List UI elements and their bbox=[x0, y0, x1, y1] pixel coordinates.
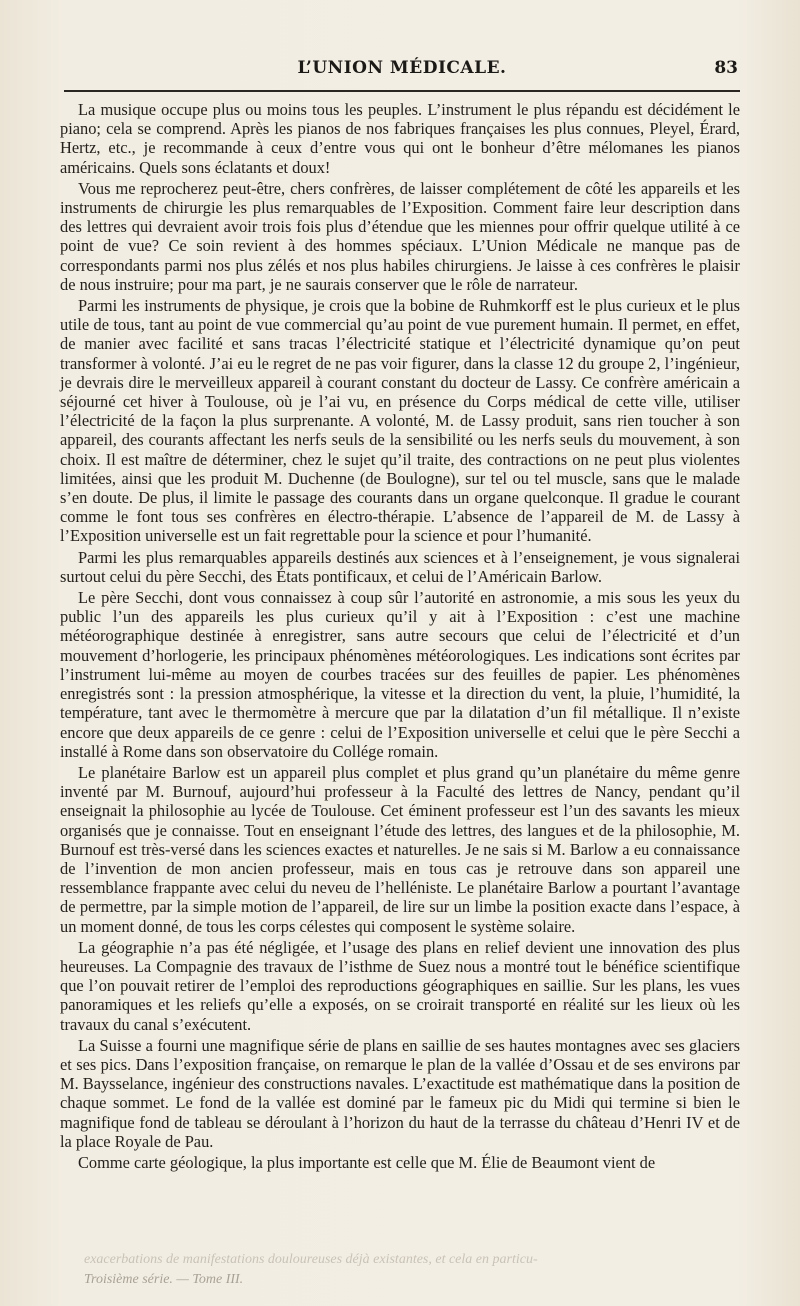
header-rule bbox=[64, 90, 740, 92]
paragraph-switzerland: La Suisse a fourni une magnifique série de plans en saillie de ses hautes montagnes avec ses glaciers et ses pics. Dans l’exposition française, on remarque le plan de la vallée d’Ossau et de ses environs par M. Baysselance, ingénieur des constructions navales. L’exactitude est mathématique dans la position de chaque sommet. Le fond de la vallée est dominé par le fameux pic du Midi qui termine si bien le magnifique fond de tableau se déroulant à l’horizon du haut de la terrasse du château d’Henri IV et de la place Royale de Pau. bbox=[60, 1035, 740, 1151]
running-title: L’UNION MÉDICALE. bbox=[297, 58, 507, 78]
paragraph-secchi: Le père Secchi, dont vous connaissez à coup sûr l’autorité en astronomie, a mis sous les yeux du public l’un des appareils les plus curieux qu’il y ait à l’Exposition : c’est une machine météorographique destinée à enregistrer, sans autre secours que celui de l’électricité et d’un mouvement d’horlogerie, les principaux phénomènes météorologiques. Les indications sont écrites par l’instrument lui-même au moyen de courbes tracées sur des feuilles de papier. Les phénomènes enregistrés sont : la pression atmosphérique, la vitesse et la direction du vent, la pluie, l’humidité, la température, tant avec le thermomètre à mercure que par la dilatation d’un fil métallique. Il n’existe encore que deux appareils de ce genre : celui de l’Exposition universelle et celui que le père Secchi a installé à Rome dans son observatoire du Collége romain. bbox=[60, 588, 740, 761]
paragraph-music: La musique occupe plus ou moins tous les peuples. L’instrument le plus répandu est décidément le piano; cela se comprend. Après les pianos de nos fabriques françaises les plus connues, Pleyel, Érard, Hertz, etc., je recommande à ceux d’entre vous qui ont le bonheur d’être mélomanes les pianos américains. Quels sons éclatants et doux! bbox=[60, 100, 740, 177]
paragraph-surgery-instruments: Vous me reprocherez peut-être, chers confrères, de laisser complétement de côté les appareils et les instruments de chirurgie les plus remarquables de l’Exposition. Comment faire leur description dans des lettres qui devraient avoir trois fois plus d’étendue que les miennes pour offrir quelque utilité à ce point de vue? Ce soin revient à des hommes spéciaux. L’Union Médicale ne manque pas de correspondants parmi nos plus zélés et nos plus habiles chirurgiens. Je laisse à ces confrères le plaisir de nous instruire; pour ma part, je ne saurais conserver que le rôle de narrateur. bbox=[60, 178, 740, 294]
paragraph-physics-instruments: Parmi les instruments de physique, je crois que la bobine de Ruhmkorff est le plus curieux et le plus utile de tous, tant au point de vue commercial qu’au point de vue purement humain. Il permet, en effet, de manier avec facilité et sans tracas l’électricité statique et l’électricité dynamique qu’on peut transformer à volonté. J’ai eu le regret de ne pas voir figurer, dans la classe 12 du groupe 2, l’ingénieur, je devrais dire le merveilleux appareil à courant constant du docteur de Lassy. Ce confrère américain a séjourné cet hiver à Toulouse, où je l’ai vu, en présence du Corps médical de cette ville, utiliser l’électricité de la façon la plus surprenante. A volonté, M. de Lassy produit, sans rien toucher à son appareil, des courants affectant les nerfs seuls de la sensibilité ou les nerfs seuls du mouvement, à son choix. Il est maître de déterminer, chez le sujet qu’il traite, des contractions on ne peut plus violentes limitées, ainsi que les produit M. Duchenne (de Boulogne), sur tel ou tel muscle, sans que le malade s’en doute. De plus, il limite le passage des courants dans un organe quelconque. Il gradue le courant comme le font tous ses confrères en électro-thérapie. L’absence de l’appareil de M. de Lassy à l’Exposition universelle est un fait regrettable pour la science et pour l’humanité. bbox=[60, 296, 740, 546]
article-body bbox=[60, 100, 740, 1174]
page-number: 83 bbox=[714, 58, 738, 78]
paragraph-geological-map: Comme carte géologique, la plus importante est celle que M. Élie de Beaumont vient de bbox=[78, 1152, 656, 1172]
paragraph-geography: La géographie n’a pas été négligée, et l’usage des plans en relief devient une innovation des plus heureuses. La Compagnie des travaux de l’isthme de Suez nous a montré tout le bénéfice scientifique que l’on pouvait retirer de l’emploi des reproductions géographiques en saillie. Sur les plans, les vues panoramiques et les reliefs qu’elle a exposés, on se croirait transporté en réalité sur les lieux où les travaux du canal s’exécutent. bbox=[60, 937, 740, 1034]
paragraph-science-apparatus: Parmi les plus remarquables appareils destinés aux sciences et à l’enseignement, je vous signalerai surtout celui du père Secchi, des États pontificaux, et celui de l’Américain Barlow. bbox=[60, 547, 740, 586]
page-header bbox=[64, 56, 740, 86]
paragraph-barlow: Le planétaire Barlow est un appareil plus complet et plus grand qu’un planétaire du même genre inventé par M. Burnouf, aujourd’hui professeur à la Faculté des lettres de Nancy, pendant qu’il enseignait la philosophie au lycée de Toulouse. Cet éminent professeur est l’un des savants les mieux organisés que je connaisse. Tout en enseignant l’étude des lettres, des langues et de la philosophie, M. Burnouf est très-versé dans les sciences exactes et naturelles. Je ne sais si M. Barlow a eu connaissance de l’invention de mon ancien professeur, mais en tous cas je retrouve dans son appareil une ressemblance frappante avec celui du neveu de l’helléniste. Le planétaire Barlow a pourtant l’avantage de permettre, par la simple motion de l’appareil, de lire sur un limbe la position exacte dans l’espace, à un moment donné, de tous les corps célestes qui composent le système solaire. bbox=[60, 762, 740, 936]
bleed-through-text: exacerbations de manifestations douloureuses déjà existantes, et cela en particu- bbox=[84, 1252, 538, 1267]
footer-signature: Troisième série. — Tome III. bbox=[84, 1272, 244, 1287]
